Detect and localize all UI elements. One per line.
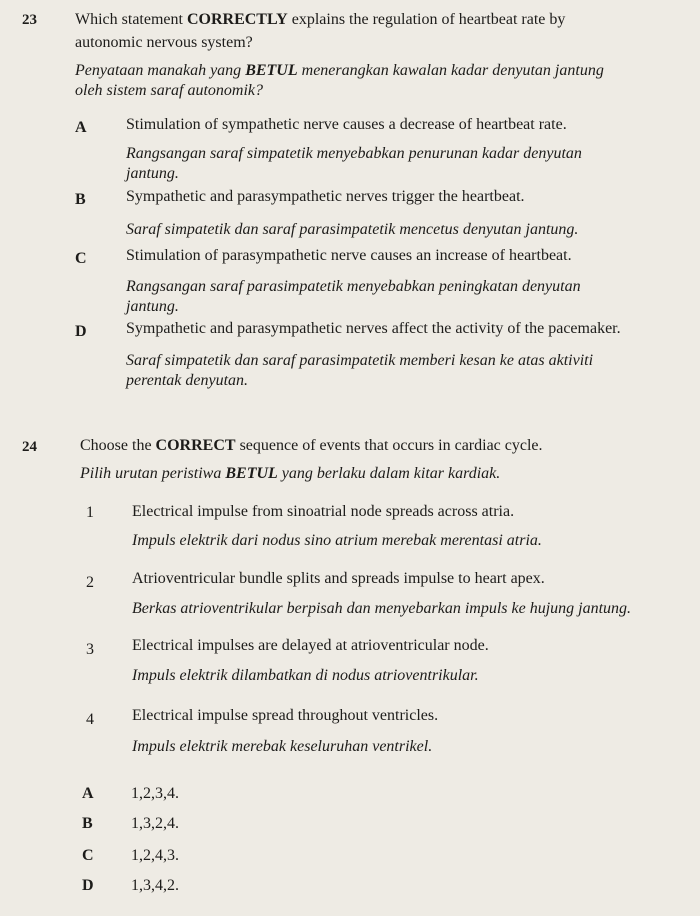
option-24-c-letter: C (82, 847, 94, 864)
option-23-c-letter: C (75, 250, 87, 267)
option-23-b-en: Sympathetic and parasympathetic nerves trigger the heartbeat. (126, 188, 525, 205)
option-23-a-en: Stimulation of sympathetic nerve causes a decrease of heartbeat rate. (126, 116, 567, 133)
question-24-stem-ms: Pilih urutan peristiwa BETUL yang berlaku dalam kitar kardiak. (80, 465, 501, 482)
option-23-b-letter: B (75, 191, 86, 208)
question-23-stem-en-line-1: Which statement CORRECTLY explains the regulation of heartbeat rate by (75, 11, 566, 28)
question-23-stem-en-line-2: autonomic nervous system? (75, 34, 253, 51)
option-24-a-value: 1,2,3,4. (131, 785, 179, 802)
option-23-b-ms-line-1: Saraf simpatetik dan saraf parasimpatetik mencetus denyutan jantung. (126, 221, 579, 238)
option-24-a-letter: A (82, 785, 94, 802)
option-23-c-ms-line-1: Rangsangan saraf parasimpatetik menyebabkan peningkatan denyutan (126, 278, 581, 295)
option-23-d-ms-line-2: perentak denyutan. (126, 372, 249, 389)
option-23-d-letter: D (75, 323, 87, 340)
option-23-a-ms-line-2: jantung. (126, 165, 179, 182)
option-24-d-letter: D (82, 877, 94, 894)
option-24-c-value: 1,2,4,3. (131, 847, 179, 864)
event-3-en: Electrical impulses are delayed at atrioventricular node. (132, 637, 489, 654)
event-4-number: 4 (86, 711, 94, 728)
question-23-stem-ms-line-1: Penyataan manakah yang BETUL menerangkan kawalan kadar denyutan jantung (75, 62, 604, 79)
question-24-number: 24 (22, 439, 37, 455)
event-1-en: Electrical impulse from sinoatrial node spreads across atria. (132, 503, 515, 520)
option-23-a-letter: A (75, 119, 87, 136)
option-23-d-ms-line-1: Saraf simpatetik dan saraf parasimpatetik memberi kesan ke atas aktiviti (126, 352, 594, 369)
event-2-number: 2 (86, 574, 94, 591)
option-23-c-en: Stimulation of parasympathetic nerve causes an increase of heartbeat. (126, 247, 572, 264)
event-1-number: 1 (86, 504, 94, 521)
question-23-stem-ms-line-2: oleh sistem saraf autonomik? (75, 82, 263, 99)
option-23-a-ms-line-1: Rangsangan saraf simpatetik menyebabkan penurunan kadar denyutan (126, 145, 582, 162)
option-24-b-value: 1,3,2,4. (131, 815, 179, 832)
option-24-b-letter: B (82, 815, 93, 832)
question-23-number: 23 (22, 12, 37, 28)
event-4-en: Electrical impulse spread throughout ventricles. (132, 707, 439, 724)
event-2-ms: Berkas atrioventrikular berpisah dan menyebarkan impuls ke hujung jantung. (132, 600, 632, 617)
option-23-c-ms-line-2: jantung. (126, 298, 179, 315)
question-24-stem-en: Choose the CORRECT sequence of events that occurs in cardiac cycle. (80, 437, 543, 454)
event-3-number: 3 (86, 641, 94, 658)
event-1-ms: Impuls elektrik dari nodus sino atrium merebak merentasi atria. (132, 532, 542, 549)
event-4-ms: Impuls elektrik merebak keseluruhan ventrikel. (132, 738, 433, 755)
option-24-d-value: 1,3,4,2. (131, 877, 179, 894)
option-23-d-en: Sympathetic and parasympathetic nerves affect the activity of the pacemaker. (126, 320, 621, 337)
event-3-ms: Impuls elektrik dilambatkan di nodus atrioventrikular. (132, 667, 479, 684)
event-2-en: Atrioventricular bundle splits and spreads impulse to heart apex. (132, 570, 545, 587)
